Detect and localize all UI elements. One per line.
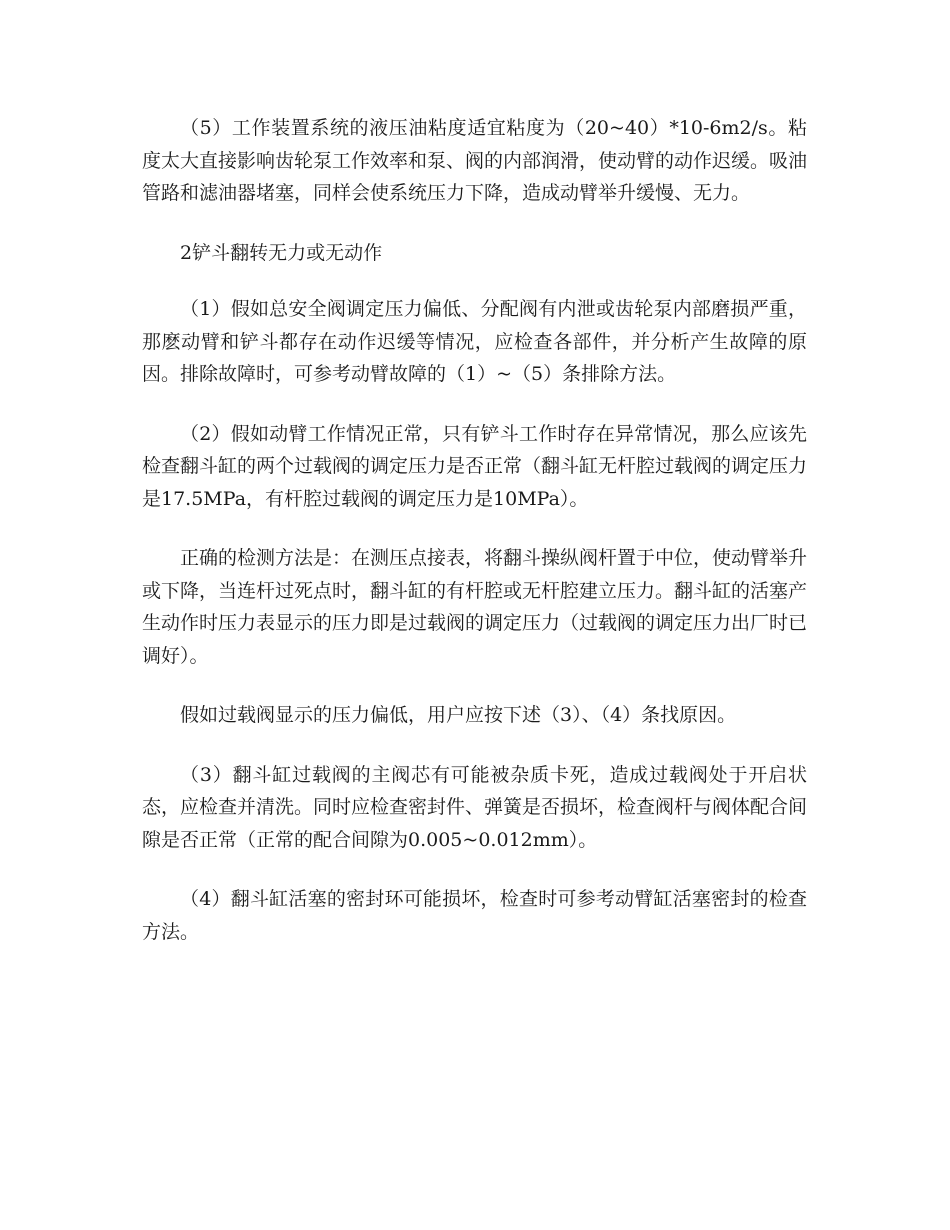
- section-heading-bucket-fault: 2铲斗翻转无力或无动作: [180, 241, 383, 264]
- paragraph-item-1-safety-valve: （1）假如总安全阀调定压力偏低、分配阀有内泄或齿轮泵内部磨损严重，那麽动臂和铲斗都存在动作迟缓等情况，应检查各部件，并分析产生故障的原因。排除故障时，可参考动臂故障的（1）~（5）条排除方法。: [142, 298, 807, 385]
- paragraph-item-3-main-spool: （3）翻斗缸过载阀的主阀芯有可能被杂质卡死，造成过载阀处于开启状态，应检查并清洗。同时应检查密封件、弹簧是否损坏，检查阀杆与阀体配合间隙是否正常（正常的配合间隙为0.005~0.012mm）。: [142, 763, 808, 851]
- paragraph-item-2-overload-valve: （2）假如动臂工作情况正常，只有铲斗工作时存在异常情况，那么应该先检查翻斗缸的两个过载阀的调定压力是否正常（翻斗缸无杆腔过载阀的调定压力是17.5MPa，有杆腔过载阀的调定压力是10MPa）。: [142, 422, 808, 510]
- paragraph-test-method: 正确的检测方法是：在测压点接表，将翻斗操纵阀杆置于中位，使动臂举升或下降，当连杆过死点时，翻斗缸的有杆腔或无杆腔建立压力。翻斗缸的活塞产生动作时压力表显示的压力即是过载阀的调定压力（过载阀的调定压力出厂时已调好）。: [142, 547, 808, 667]
- paragraph-low-pressure: 假如过载阀显示的压力偏低，用户应按下述（3）、（4）条找原因。: [180, 704, 737, 726]
- document-body: [142, 112, 807, 948]
- paragraph-item-4-piston-seal: （4）翻斗缸活塞的密封环可能损坏，检查时可参考动臂缸活塞密封的检查方法。: [142, 888, 807, 943]
- paragraph-item-5-viscosity: （5）工作装置系统的液压油粘度适宜粘度为（20~40）*10-6m2/s。粘度太大直接影响齿轮泵工作效率和泵、阀的内部润滑，使动臂的动作迟缓。吸油管路和滤油器堵塞，同样会使系统压力下降，造成动臂举升缓慢、无力。: [142, 117, 808, 204]
